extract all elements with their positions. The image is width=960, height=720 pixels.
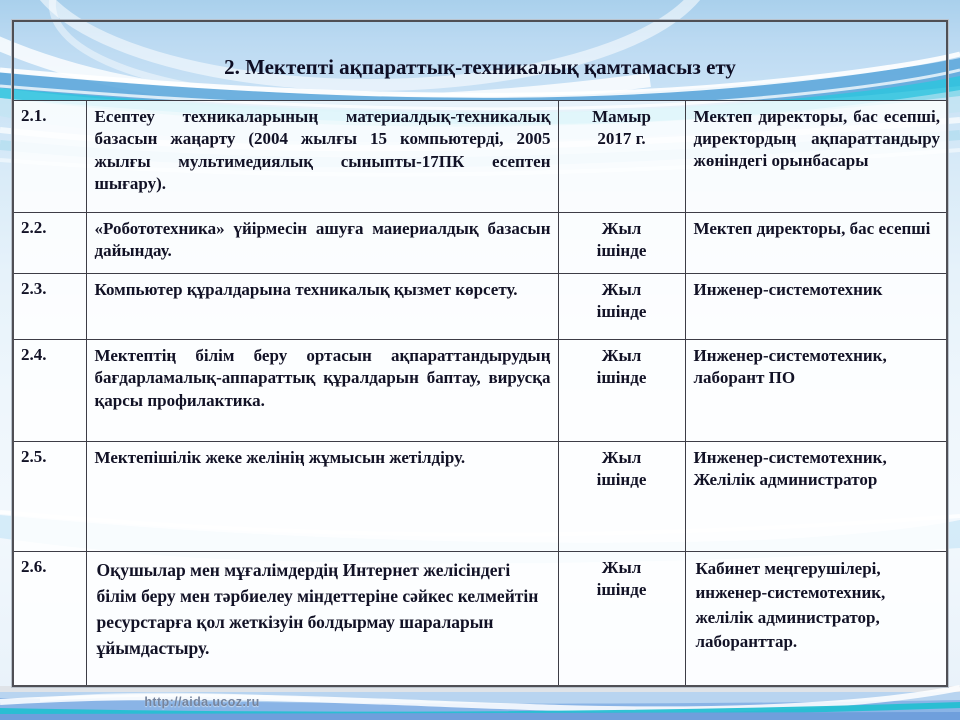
- task-description: Есептеу техникаларының материалдық-техникалық базасын жаңарту (2004 жылғы 15 компьютерді, 2005 жылғы мультимедиялық сыныпты-17ПК есептен шығару).: [86, 100, 558, 212]
- term: Жыл ішінде: [596, 557, 647, 599]
- table-row: [13, 212, 947, 273]
- watermark-url: http://aida.ucoz.ru: [144, 695, 260, 709]
- term: Жыл ішінде: [596, 447, 647, 489]
- responsible: Мектеп директоры, бас есепші, директордың ақпараттандыру жөніндегі орынбасары: [685, 100, 947, 212]
- responsible: Кабинет меңгерушілері, инженер-системотехник, желілік администратор, лаборанттар.: [685, 551, 947, 686]
- table-row: [13, 339, 947, 441]
- task-description: Мектептің білім беру ортасын ақпараттандырудың бағдарламалық-аппараттық құралдарын баптау, вирусқа қарсы профилактика.: [86, 339, 558, 441]
- table-row: [13, 100, 947, 212]
- responsible: Инженер-системотехник: [685, 273, 947, 339]
- row-number: 2.1.: [13, 100, 86, 212]
- task-description: Компьютер құралдарына техникалық қызмет көрсету.: [86, 273, 558, 339]
- task-description: Мектепішілік жеке желінің жұмысын жетілдіру.: [86, 441, 558, 551]
- row-number: 2.2.: [13, 212, 86, 273]
- table-row: [13, 551, 947, 686]
- task-description: Оқушылар мен мұғалімдердің Интернет желісіндегі білім беру мен тәрбиелеу міндеттеріне сәйкес келмейтін ресурстарға қол жеткізуін болдырмау шараларын ұйымдастыру.: [86, 551, 558, 686]
- task-description: «Робототехника» үйірмесін ашуға маиериалдық базасын дайындау.: [86, 212, 558, 273]
- table-row: [13, 273, 947, 339]
- row-number: 2.4.: [13, 339, 86, 441]
- title-row: [13, 21, 947, 100]
- row-number: 2.5.: [13, 441, 86, 551]
- table-row: [13, 441, 947, 551]
- row-number: 2.3.: [13, 273, 86, 339]
- action-plan-table: [12, 20, 948, 687]
- term: Жыл ішінде: [596, 279, 647, 321]
- responsible: Инженер-системотехник, лаборант ПО: [685, 339, 947, 441]
- slide-title: 2. Мектепті ақпараттық-техникалық қамтамасыз ету: [13, 21, 947, 100]
- row-number: 2.6.: [13, 551, 86, 686]
- responsible: Инженер-системотехник, Желілік администратор: [685, 441, 947, 551]
- responsible: Мектеп директоры, бас есепші: [685, 212, 947, 273]
- term: Мамыр 2017 г.: [592, 106, 651, 148]
- term: Жыл ішінде: [596, 218, 647, 260]
- term: Жыл ішінде: [596, 345, 647, 387]
